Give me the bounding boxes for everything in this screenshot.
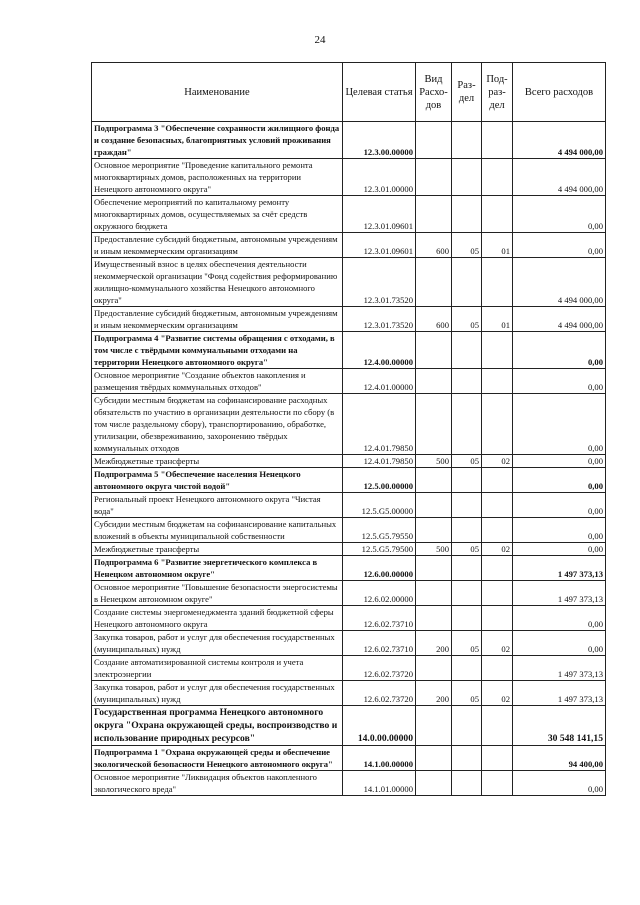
row-vid	[416, 656, 452, 681]
row-code: 12.3.01.73520	[343, 258, 416, 307]
row-razdel: 05	[452, 455, 482, 468]
row-total: 0,00	[513, 369, 606, 394]
row-vid: 200	[416, 631, 452, 656]
row-vid	[416, 606, 452, 631]
row-name: Подпрограмма 1 "Охрана окружающей среды и обеспечение экологической безопасности Ненецкого автономного округа"	[92, 746, 343, 771]
row-vid	[416, 468, 452, 493]
row-code: 12.3.01.73520	[343, 307, 416, 332]
row-total: 1 497 373,13	[513, 556, 606, 581]
row-name: Межбюджетные трансферты	[92, 543, 343, 556]
row-code: 14.1.00.00000	[343, 746, 416, 771]
row-razdel: 05	[452, 631, 482, 656]
row-total: 0,00	[513, 455, 606, 468]
table-row	[92, 468, 606, 493]
row-name: Региональный проект Ненецкого автономного округа "Чистая вода"	[92, 493, 343, 518]
row-code: 12.6.00.00000	[343, 556, 416, 581]
row-total: 94 400,00	[513, 746, 606, 771]
table-row	[92, 606, 606, 631]
row-code: 12.3.01.09601	[343, 233, 416, 258]
row-vid	[416, 258, 452, 307]
header-target-article: Целевая статья	[343, 63, 416, 122]
row-name: Основное мероприятие "Создание объектов накопления и размещения твёрдых коммунальных отходов"	[92, 369, 343, 394]
row-total: 0,00	[513, 606, 606, 631]
row-total: 30 548 141,15	[513, 706, 606, 746]
row-podrazdel	[482, 606, 513, 631]
row-vid	[416, 746, 452, 771]
row-podrazdel	[482, 394, 513, 455]
row-total: 0,00	[513, 332, 606, 369]
row-vid	[416, 518, 452, 543]
row-podrazdel	[482, 468, 513, 493]
header-subsection: Под-раз-дел	[482, 63, 513, 122]
row-razdel	[452, 122, 482, 159]
table-row	[92, 746, 606, 771]
row-vid	[416, 493, 452, 518]
row-name: Субсидии местным бюджетам на софинансирование расходных обязательств по участию в организации деятельности по сбору (в том числе раздельному сбору), транспортированию, обработке, утилизации, обезвреживанию, захоронению твёрдых коммунальных отходов	[92, 394, 343, 455]
row-name: Имущественный взнос в целях обеспечения деятельности некоммерческой организации "Фонд содействия реформированию жилищно-коммунального хозяйства Ненецкого автономного округа"	[92, 258, 343, 307]
row-code: 12.6.02.73720	[343, 681, 416, 706]
row-code: 12.6.02.73720	[343, 656, 416, 681]
header-total: Всего расходов	[513, 63, 606, 122]
row-vid	[416, 556, 452, 581]
row-razdel	[452, 581, 482, 606]
row-name: Закупка товаров, работ и услуг для обеспечения государственных (муниципальных) нужд	[92, 681, 343, 706]
row-podrazdel	[482, 556, 513, 581]
table-row	[92, 631, 606, 656]
row-razdel: 05	[452, 307, 482, 332]
table-row	[92, 543, 606, 556]
row-total: 1 497 373,13	[513, 581, 606, 606]
row-total: 0,00	[513, 233, 606, 258]
row-podrazdel	[482, 581, 513, 606]
row-podrazdel	[482, 518, 513, 543]
table-row	[92, 493, 606, 518]
row-podrazdel	[482, 258, 513, 307]
header-expense-type: Вид Расхо-дов	[416, 63, 452, 122]
row-razdel	[452, 159, 482, 196]
row-podrazdel	[482, 196, 513, 233]
row-total: 4 494 000,00	[513, 159, 606, 196]
row-podrazdel	[482, 746, 513, 771]
row-code: 12.6.02.00000	[343, 581, 416, 606]
row-podrazdel	[482, 122, 513, 159]
row-vid	[416, 394, 452, 455]
row-razdel	[452, 606, 482, 631]
table-row	[92, 706, 606, 746]
row-podrazdel	[482, 159, 513, 196]
table-row	[92, 455, 606, 468]
row-name: Создание системы энергоменеджмента зданий бюджетной сферы Ненецкого автономного округа	[92, 606, 343, 631]
row-razdel	[452, 258, 482, 307]
row-name: Обеспечение мероприятий по капитальному ремонту многоквартирных домов, осуществляемых за счёт средств окружного бюджета	[92, 196, 343, 233]
row-podrazdel	[482, 332, 513, 369]
row-name: Подпрограмма 3 "Обеспечение сохранности жилищного фонда и создание безопасных, благоприятных условий проживания граждан"	[92, 122, 343, 159]
row-code: 12.6.02.73710	[343, 606, 416, 631]
row-total: 4 494 000,00	[513, 307, 606, 332]
row-razdel	[452, 556, 482, 581]
row-razdel	[452, 493, 482, 518]
row-code: 12.5.G5.79500	[343, 543, 416, 556]
table-row	[92, 518, 606, 543]
row-total: 0,00	[513, 518, 606, 543]
row-razdel	[452, 518, 482, 543]
table-row	[92, 369, 606, 394]
row-name: Межбюджетные трансферты	[92, 455, 343, 468]
table-row	[92, 394, 606, 455]
row-podrazdel: 01	[482, 233, 513, 258]
row-vid: 600	[416, 233, 452, 258]
row-vid: 600	[416, 307, 452, 332]
row-total: 4 494 000,00	[513, 258, 606, 307]
row-name: Государственная программа Ненецкого автономного округа "Охрана окружающей среды, воспроизводство и использование природных ресурсов"	[92, 706, 343, 746]
table-row	[92, 122, 606, 159]
row-code: 12.4.01.79850	[343, 394, 416, 455]
row-podrazdel	[482, 493, 513, 518]
row-podrazdel: 02	[482, 681, 513, 706]
table-row	[92, 656, 606, 681]
row-code: 12.5.G5.00000	[343, 493, 416, 518]
row-vid	[416, 159, 452, 196]
table-row	[92, 258, 606, 307]
row-podrazdel: 02	[482, 543, 513, 556]
row-code: 14.1.01.00000	[343, 771, 416, 796]
row-total: 0,00	[513, 771, 606, 796]
row-name: Подпрограмма 5 "Обеспечение населения Ненецкого автономного округа чистой водой"	[92, 468, 343, 493]
row-vid: 500	[416, 455, 452, 468]
table-row	[92, 233, 606, 258]
table-header-row	[92, 63, 606, 122]
row-name: Подпрограмма 4 "Развитие системы обращения с отходами, в том числе с твёрдыми коммунальными отходами на территории Ненецкого автономного округа"	[92, 332, 343, 369]
row-vid: 500	[416, 543, 452, 556]
row-code: 12.4.00.00000	[343, 332, 416, 369]
row-podrazdel: 02	[482, 455, 513, 468]
row-name: Основное мероприятие "Проведение капитального ремонта многоквартирных домов, расположенных на территории Ненецкого автономного округа"	[92, 159, 343, 196]
row-vid	[416, 581, 452, 606]
row-razdel	[452, 746, 482, 771]
row-podrazdel: 01	[482, 307, 513, 332]
row-podrazdel: 02	[482, 631, 513, 656]
row-total: 0,00	[513, 468, 606, 493]
row-total: 0,00	[513, 631, 606, 656]
row-razdel	[452, 656, 482, 681]
row-podrazdel	[482, 771, 513, 796]
page-number: 24	[314, 34, 326, 46]
row-code: 12.4.01.00000	[343, 369, 416, 394]
table-row	[92, 159, 606, 196]
row-code: 12.3.01.00000	[343, 159, 416, 196]
row-vid	[416, 332, 452, 369]
row-vid: 200	[416, 681, 452, 706]
row-code: 12.5.00.00000	[343, 468, 416, 493]
row-vid	[416, 706, 452, 746]
row-razdel	[452, 468, 482, 493]
row-total: 0,00	[513, 543, 606, 556]
row-code: 12.3.01.09601	[343, 196, 416, 233]
header-section: Раз-дел	[452, 63, 482, 122]
row-total: 0,00	[513, 196, 606, 233]
table-row	[92, 307, 606, 332]
row-razdel: 05	[452, 543, 482, 556]
row-name: Создание автоматизированной системы контроля и учета электроэнергии	[92, 656, 343, 681]
row-razdel	[452, 394, 482, 455]
row-name: Субсидии местным бюджетам на софинансирование капитальных вложений в объекты муниципальной собственности	[92, 518, 343, 543]
row-vid	[416, 369, 452, 394]
row-razdel: 05	[452, 681, 482, 706]
row-code: 12.6.02.73710	[343, 631, 416, 656]
row-podrazdel	[482, 706, 513, 746]
row-total: 0,00	[513, 493, 606, 518]
row-code: 14.0.00.00000	[343, 706, 416, 746]
header-name: Наименование	[92, 63, 343, 122]
row-total: 1 497 373,13	[513, 681, 606, 706]
table-row	[92, 581, 606, 606]
row-name: Основное мероприятие "Ликвидация объектов накопленного экологического вреда"	[92, 771, 343, 796]
table-row	[92, 771, 606, 796]
row-vid	[416, 196, 452, 233]
table-row	[92, 556, 606, 581]
row-razdel	[452, 369, 482, 394]
row-code: 12.5.G5.79550	[343, 518, 416, 543]
table-row	[92, 332, 606, 369]
row-name: Предоставление субсидий бюджетным, автономным учреждениям и иным некоммерческим организациям	[92, 307, 343, 332]
row-razdel	[452, 332, 482, 369]
row-name: Основное мероприятие "Повышение безопасности энергосистемы в Ненецком автономном округе"	[92, 581, 343, 606]
row-razdel: 05	[452, 233, 482, 258]
row-podrazdel	[482, 369, 513, 394]
row-vid	[416, 122, 452, 159]
table-row	[92, 681, 606, 706]
row-razdel	[452, 771, 482, 796]
row-code: 12.3.00.00000	[343, 122, 416, 159]
row-vid	[416, 771, 452, 796]
row-podrazdel	[482, 656, 513, 681]
row-total: 0,00	[513, 394, 606, 455]
row-code: 12.4.01.79850	[343, 455, 416, 468]
row-name: Подпрограмма 6 "Развитие энергетического комплекса в Ненецком автономном округе"	[92, 556, 343, 581]
row-total: 1 497 373,13	[513, 656, 606, 681]
table-row	[92, 196, 606, 233]
row-total: 4 494 000,00	[513, 122, 606, 159]
row-name: Предоставление субсидий бюджетным, автономным учреждениям и иным некоммерческим организациям	[92, 233, 343, 258]
row-razdel	[452, 196, 482, 233]
budget-table	[91, 62, 606, 796]
row-name: Закупка товаров, работ и услуг для обеспечения государственных (муниципальных) нужд	[92, 631, 343, 656]
row-razdel	[452, 706, 482, 746]
